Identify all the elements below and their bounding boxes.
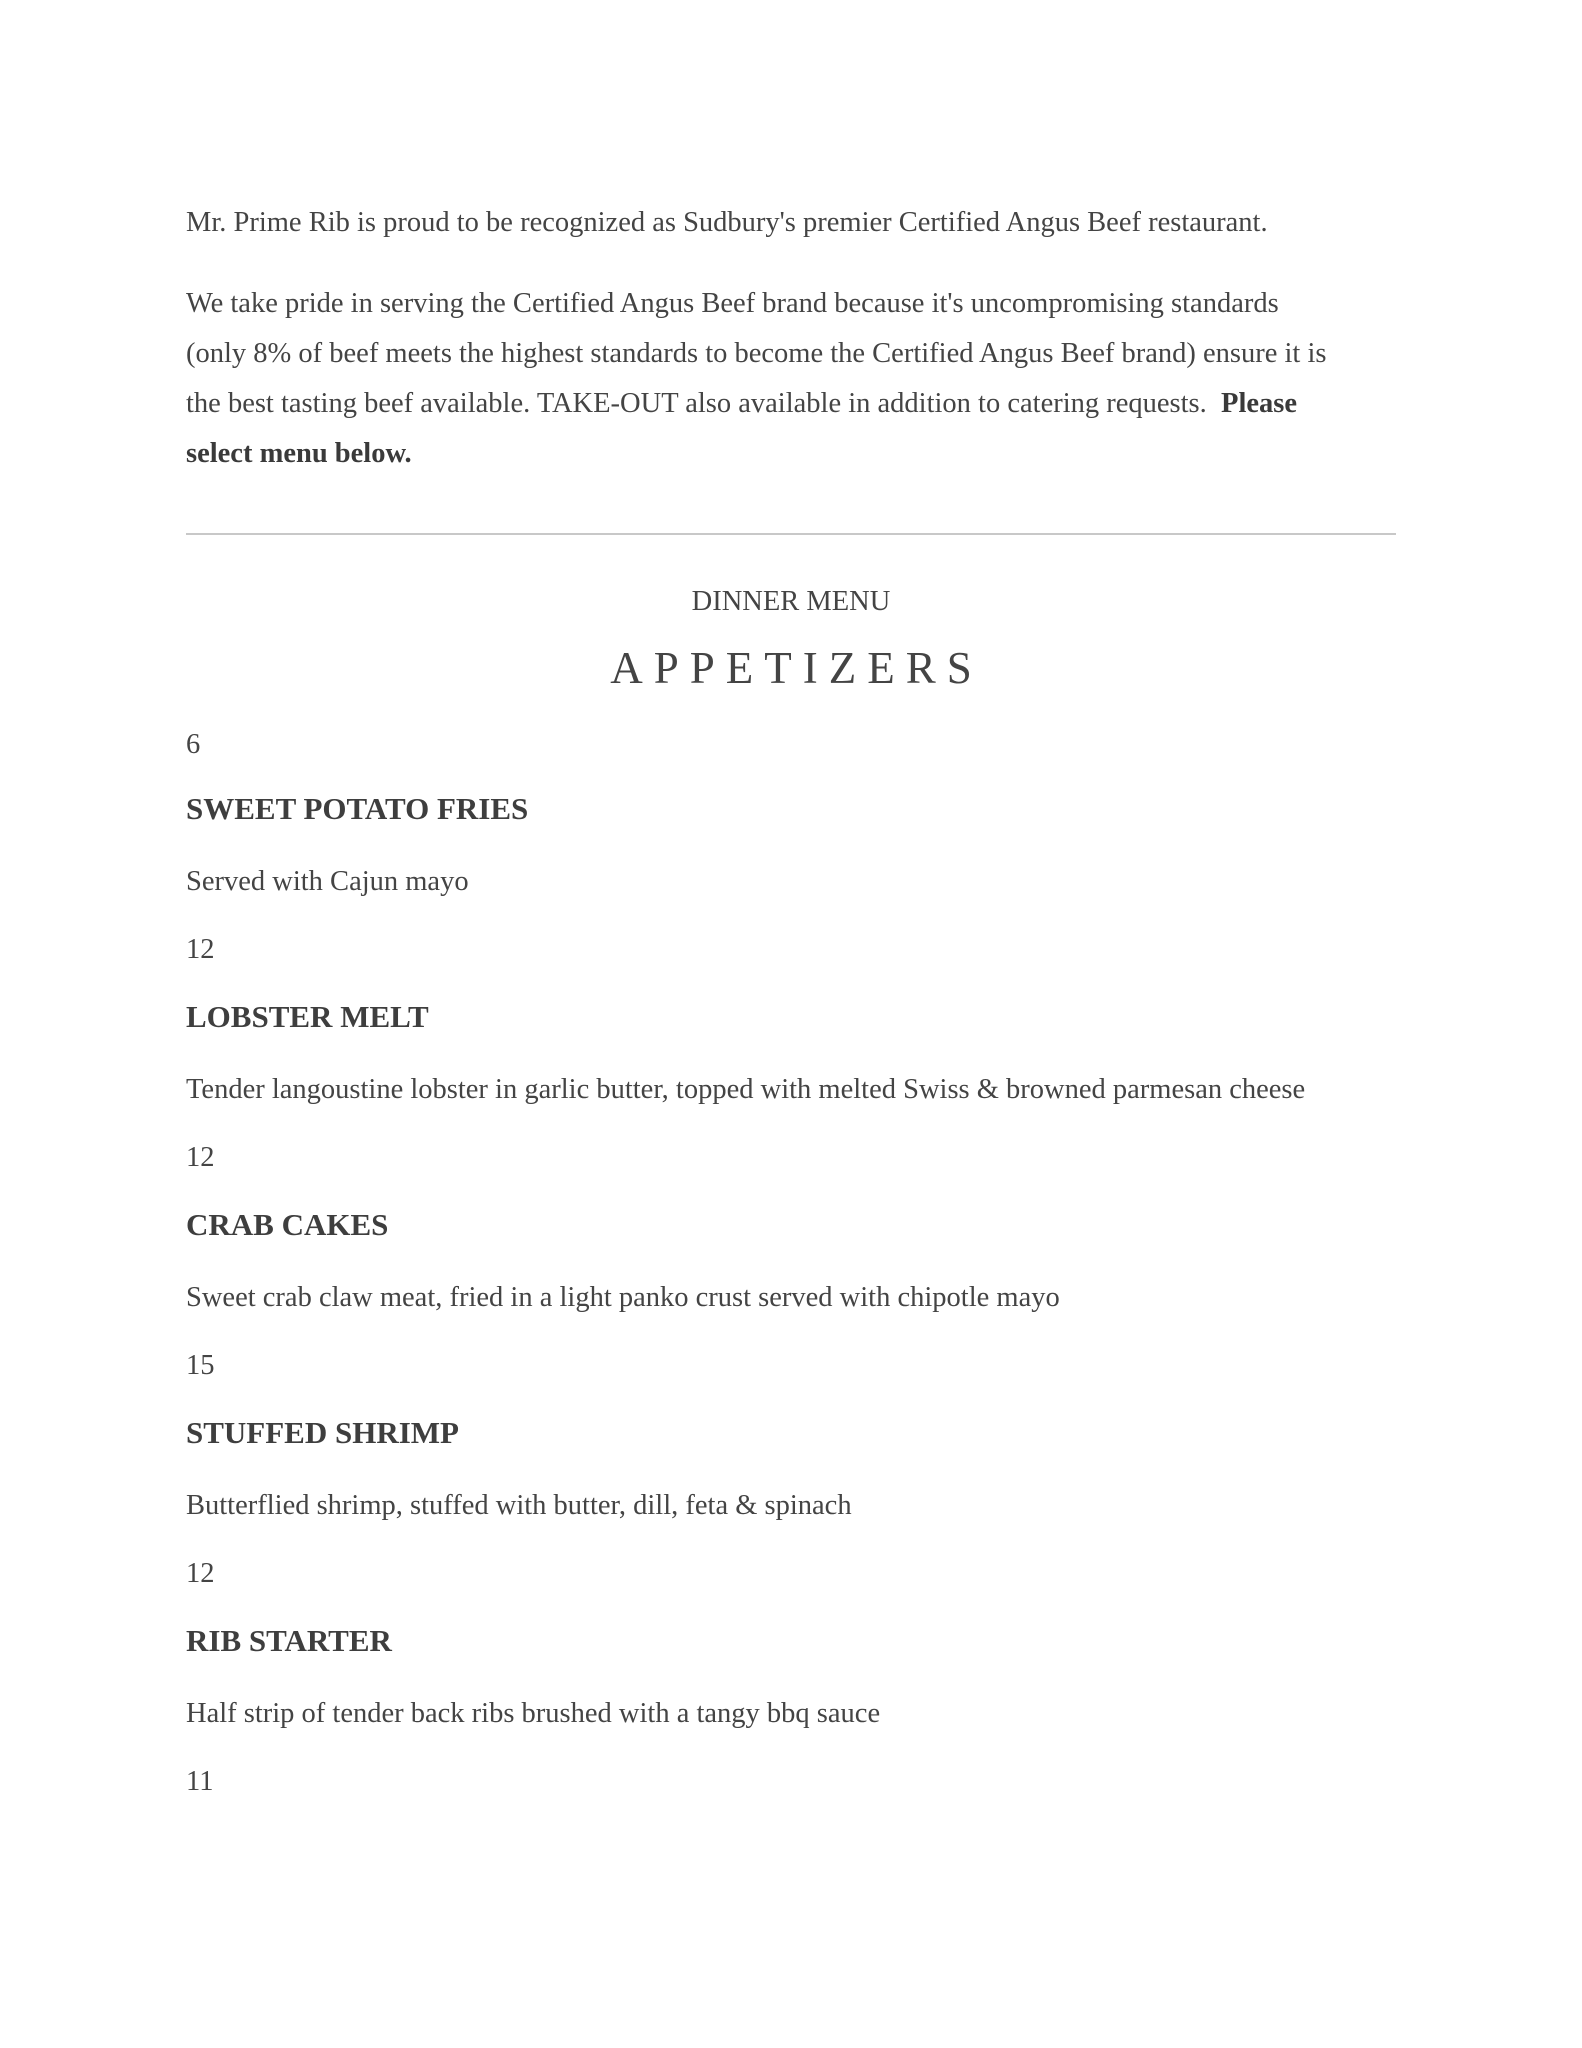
item-description: Butterflied shrimp, stuffed with butter, dill, feta & spinach	[186, 1490, 852, 1521]
menu-item	[186, 1411, 1396, 1619]
intro-paragraph-2	[186, 279, 1396, 479]
intro-paragraph-1: Mr. Prime Rib is proud to be recognized as Sudbury's premier Certified Angus Beef restaurant.	[186, 207, 1268, 238]
item-description: Half strip of tender back ribs brushed with a tangy bbq sauce	[186, 1698, 881, 1729]
item-name: LOBSTER MELT	[186, 999, 429, 1034]
item-description: Sweet crab claw meat, fried in a light panko crust served with chipotle mayo	[186, 1282, 1060, 1313]
item-name: CRAB CAKES	[186, 1207, 389, 1242]
item-description: Tender langoustine lobster in garlic butter, topped with melted Swiss & browned parmesan cheese	[186, 1074, 1306, 1105]
menu-item	[186, 1203, 1396, 1411]
menu-item	[186, 787, 1396, 995]
section-title: APPETIZERS	[610, 643, 983, 693]
item-description: Served with Cajun mayo	[186, 866, 469, 897]
item-price: 12	[186, 1558, 215, 1589]
item-name: SWEET POTATO FRIES	[186, 791, 529, 826]
item-price: 11	[186, 1766, 214, 1797]
menu-items-list	[186, 787, 1396, 1827]
intro-paragraph-2-line-3: the best tasting beef available. TAKE-OUT also available in addition to catering requests.	[186, 388, 1207, 419]
item-price: 6	[186, 729, 201, 760]
menu-item	[186, 995, 1396, 1203]
select-menu-prompt-b: select menu below.	[186, 438, 412, 469]
item-price: 12	[186, 1142, 215, 1173]
menu-item	[186, 1619, 1396, 1827]
item-price: 12	[186, 934, 215, 965]
menu-label: DINNER MENU	[691, 586, 891, 617]
intro-paragraph-2-line-1: We take pride in serving the Certified Angus Beef brand because it's uncompromising standards	[186, 288, 1279, 319]
select-menu-prompt-a: Please	[1221, 388, 1297, 419]
item-price: 15	[186, 1350, 215, 1381]
item-name: STUFFED SHRIMP	[186, 1415, 459, 1450]
intro-paragraph-2-line-2: (only 8% of beef meets the highest standards to become the Certified Angus Beef brand) ensure it is	[186, 338, 1327, 369]
item-name: RIB STARTER	[186, 1623, 392, 1658]
horizontal-divider	[186, 533, 1396, 535]
intro-section	[186, 198, 1396, 479]
